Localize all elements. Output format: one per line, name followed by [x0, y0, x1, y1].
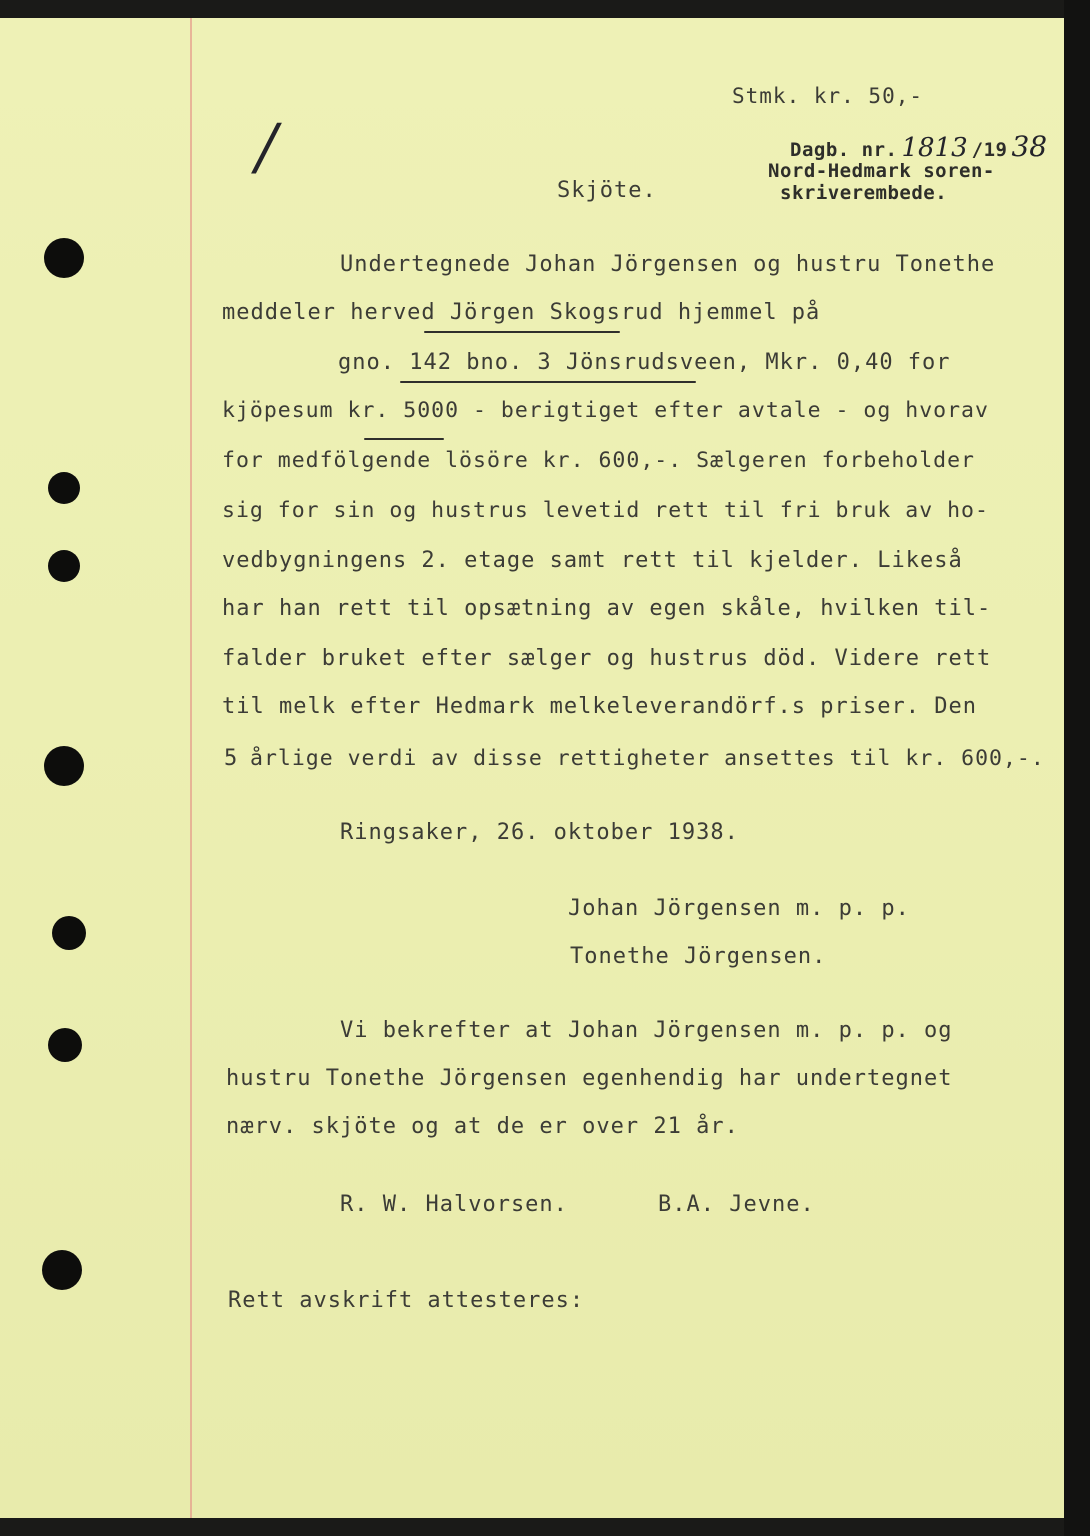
dagbok-year-prefix: /19 [971, 139, 1008, 161]
witness-name: B.A. Jevne. [658, 1192, 815, 1217]
body-line: vedbygningens 2. etage samt rett til kjelder. Likeså [222, 548, 963, 573]
margin-rule [190, 18, 192, 1518]
body-line: kjöpesum kr. 5000 - berigtiget efter avtale - og hvorav [222, 398, 989, 423]
dagbok-line [790, 130, 1047, 163]
punch-hole [48, 550, 80, 582]
witness-name: R. W. Halvorsen. [340, 1192, 568, 1217]
body-line: falder bruket efter sælger og hustrus död. Videre rett [222, 646, 992, 671]
margin-number: 5 [224, 746, 239, 771]
underline-price [364, 438, 444, 440]
signature-line: Tonethe Jörgensen. [570, 944, 827, 969]
office-line-1: Nord-Hedmark soren- [768, 160, 995, 182]
office-line-2: skriverembede. [780, 182, 948, 204]
signature-line: Johan Jörgensen m. p. p. [568, 896, 910, 921]
punch-hole [48, 472, 80, 504]
document-title: Skjöte. [557, 178, 657, 203]
dagbok-number: 1813 [901, 133, 968, 163]
place-date: Ringsaker, 26. oktober 1938. [340, 820, 739, 845]
stamp-fee: Stmk. kr. 50,- [732, 84, 924, 108]
witness-statement-line: Vi bekrefter at Johan Jörgensen m. p. p. og [340, 1018, 953, 1043]
body-line: sig for sin og hustrus levetid rett til fri bruk av ho- [222, 498, 989, 523]
scan-border [1064, 0, 1090, 1536]
underline-property [400, 381, 696, 383]
witness-statement-line: hustru Tonethe Jörgensen egenhendig har undertegnet [226, 1066, 953, 1091]
body-line: meddeler herved Jörgen Skogsrud hjemmel på [222, 300, 821, 325]
punch-hole [48, 1028, 82, 1062]
body-line: Undertegnede Johan Jörgensen og hustru Tonethe [340, 252, 996, 277]
punch-hole [44, 746, 84, 786]
body-line: har han rett til opsætning av egen skåle, hvilken til- [222, 596, 992, 621]
punch-hole [44, 238, 84, 278]
dagbok-year: 38 [1011, 130, 1048, 163]
document-page [0, 18, 1064, 1518]
attestation-line: Rett avskrift attesteres: [228, 1288, 585, 1313]
body-line: til melk efter Hedmark melkeleverandörf.s priser. Den [222, 694, 977, 719]
dagbok-label: Dagb. nr. [790, 139, 898, 161]
punch-hole [52, 916, 86, 950]
body-line: årlige verdi av disse rettigheter ansettes til kr. 600,-. [250, 746, 1045, 771]
witness-statement-line: nærv. skjöte og at de er over 21 år. [226, 1114, 739, 1139]
punch-hole [42, 1250, 82, 1290]
margin-check-mark: / [256, 110, 277, 183]
underline-buyer [424, 331, 620, 333]
body-line: for medfölgende lösöre kr. 600,-. Sælgeren forbeholder [222, 448, 975, 473]
body-line: gno. 142 bno. 3 Jönsrudsveen, Mkr. 0,40 for [338, 350, 951, 375]
